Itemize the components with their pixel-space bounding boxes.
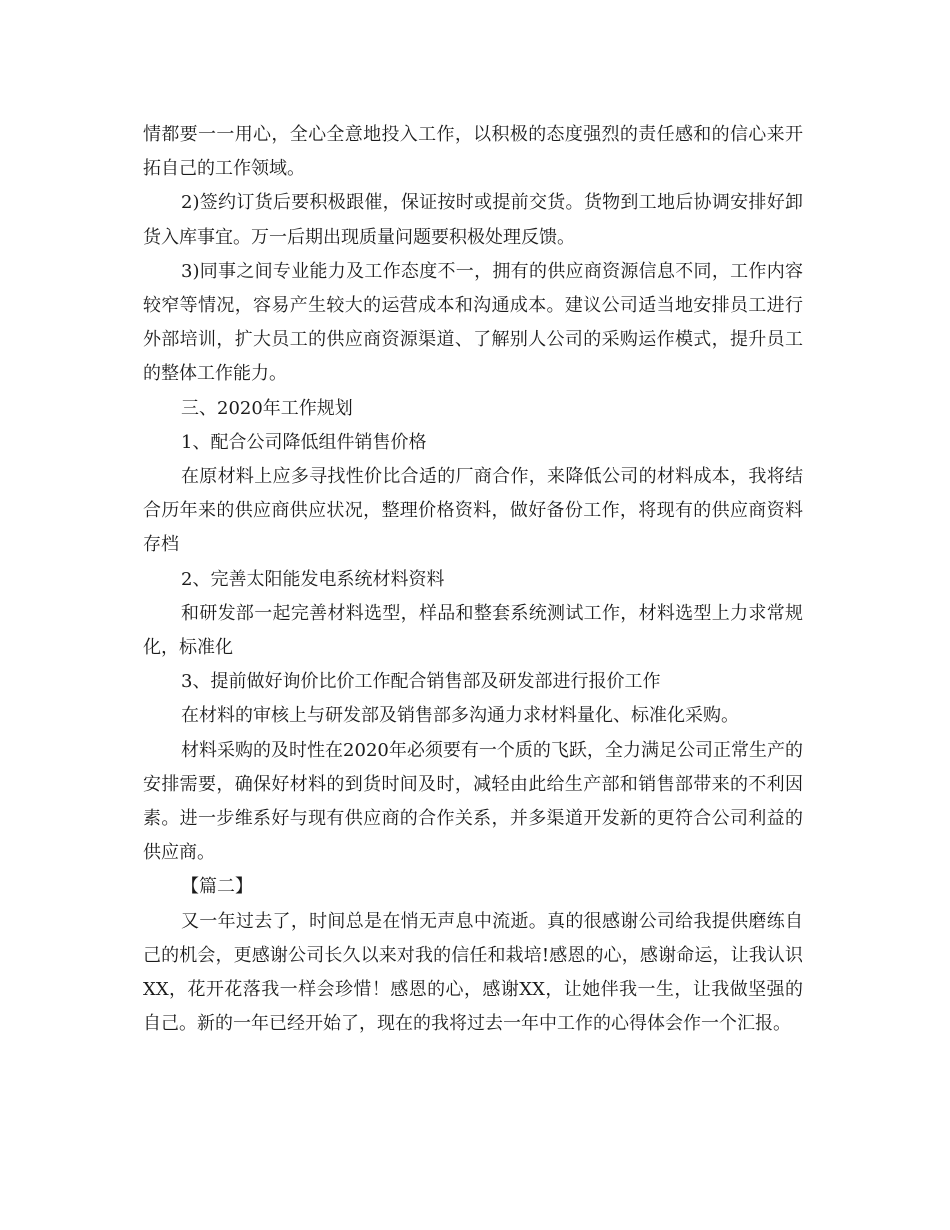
subheading-1: 1、配合公司降低组件销售价格	[181, 431, 427, 453]
paragraph-plan-2: 和研发部一起完善材料选型，样品和整套系统测试工作，材料选型上力求常规化，标准化	[143, 602, 803, 659]
subheading-3: 3、提前做好询价比价工作配合销售部及研发部进行报价工作	[181, 671, 661, 693]
paragraph-plan-1: 在原材料上应多寻找性价比合适的厂商合作，来降低公司的材料成本，我将结合历年来的供应商供应状况，整理价格资料，做好备份工作，将现有的供应商资料存档	[143, 466, 803, 556]
paragraph-item-3: 3)同事之间专业能力及工作态度不一，拥有的供应商资源信息不同，工作内容较窄等情况，容易产生较大的运营成本和沟通成本。建议公司适当地安排员工进行外部培训，扩大员工的供应商资源渠道、了解别人公司的采购运作模式，提升员工的整体工作能力。	[143, 260, 803, 385]
paragraph-part-2-intro: 又一年过去了，时间总是在悄无声息中流逝。真的很感谢公司给我提供磨练自己的机会，更感谢公司长久以来对我的信任和栽培!感恩的心，感谢命运，让我认识XX，花开花落我一样会珍惜！感恩的心，感谢XX，让她伴我一生，让我做坚强的自己。新的一年已经开始了，现在的我将过去一年中工作的心得体会作一个汇报。	[143, 910, 803, 1035]
document-body	[143, 118, 803, 1041]
paragraph-continuation: 情都要一一用心，全心全意地投入工作，以积极的态度强烈的责任感和的信心来开拓自己的工作领域。	[143, 124, 803, 180]
paragraph-plan-timeliness: 材料采购的及时性在2020年必须要有一个质的飞跃，全力满足公司正常生产的安排需要，确保好材料的到货时间及时，减轻由此给生产部和销售部带来的不利因素。进一步维系好与现有供应商的合作关系，并多渠道开发新的更符合公司利益的供应商。	[143, 739, 803, 864]
subheading-2: 2、完善太阳能发电系统材料资料	[181, 568, 445, 590]
paragraph-plan-3: 在材料的审核上与研发部及销售部多沟通力求材料量化、标准化采购。	[181, 705, 739, 727]
part-heading-2: 【篇二】	[181, 876, 253, 898]
section-heading-2020-plan: 三、2020年工作规划	[181, 397, 353, 419]
paragraph-item-2: 2)签约订货后要积极跟催，保证按时或提前交货。货物到工地后协调安排好卸货入库事宜。万一后期出现质量问题要积极处理反馈。	[143, 192, 803, 248]
